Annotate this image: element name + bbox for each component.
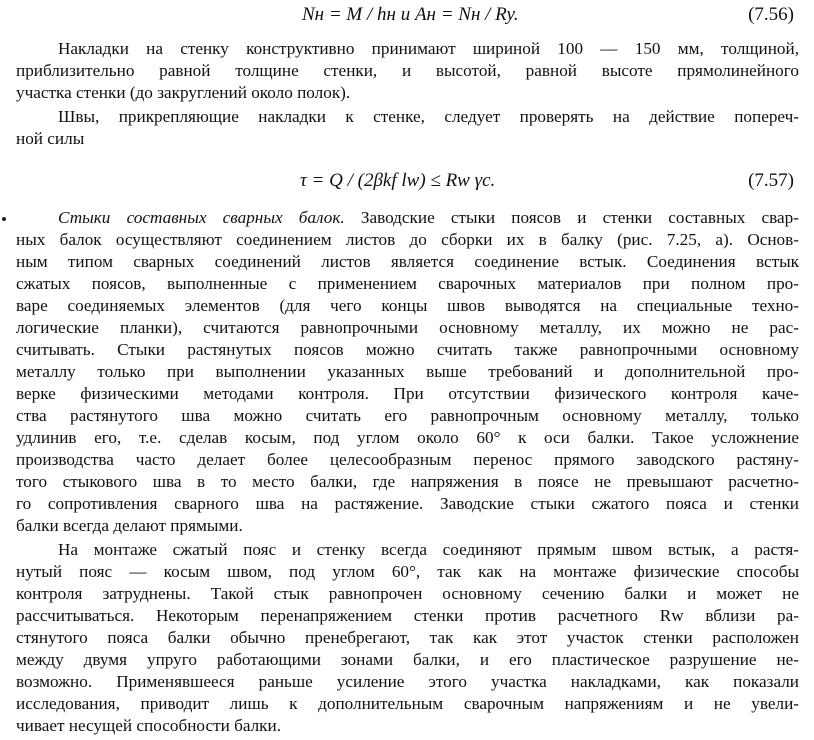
- text-line: чивает несущей способности балки.: [16, 716, 282, 735]
- paragraph-site-joints: [16, 539, 799, 737]
- paragraph-welded-girder-joints: [16, 207, 799, 537]
- text-line: логические планки), считаются равнопрочными основному металлу, их можно не рас-: [16, 318, 799, 337]
- formula-7-57: [0, 170, 814, 194]
- text-fragment: Заводские стыки поясов и стенки составных свар-: [344, 208, 799, 227]
- text-line: Накладки на стенку конструктивно принимают шириной 100 — 150 мм, толщиной,: [58, 39, 799, 58]
- text-line: стянутого пояса балки обычно пренебрегают, так как этот участок стенки расположен: [16, 628, 799, 647]
- text-line: того стыкового шва в то место балки, где напряжения в поясе не превышают расчетно-: [16, 472, 799, 491]
- text-line: варе соединяемых элементов (для чего концы швов выводятся на специальные техно-: [16, 296, 799, 315]
- text-line: ным типом сварных соединений листов является соединение встык. Соединения встык: [16, 252, 799, 271]
- formula-expression: Nн = M / hн и Aн = Nн / Ry.: [302, 4, 519, 25]
- equation-number: (7.57): [748, 170, 794, 191]
- paragraph-weld-check: [16, 106, 799, 150]
- text-line: го сопротивления сварного шва на растяжение. Заводские стыки сжатого пояса и стенки: [16, 494, 799, 513]
- text-line: На монтаже сжатый пояс и стенку всегда соединяют прямым швом встык, а растя-: [58, 540, 799, 559]
- formula-expression: τ = Q / (2βkf lw) ≤ Rw γc.: [300, 170, 496, 191]
- text-line: приблизительно равной толщине стенки, и высотой, равной высоте прямолинейного: [16, 61, 799, 80]
- text-line: металлу только при выполнении указанных выше требований и дополнительной про-: [16, 362, 799, 381]
- text-line: контроля затруднены. Такой стык равнопрочен основному сечению балки и может не: [16, 584, 799, 603]
- text-line: возможно. Применявшееся раньше усиление этого участка накладками, как показали: [16, 672, 799, 691]
- text-line: участка стенки (до закруглений около полок).: [16, 83, 351, 102]
- text-line: ных балок осуществляют соединением листов до сборки их в балку (рис. 7.25, а). Основ-: [16, 230, 799, 249]
- text-line: нутый пояс — косым швом, под углом 60°, так как на монтаже физические способы: [16, 562, 799, 581]
- text-line: [16, 207, 799, 229]
- text-line: между двумя упруго работающими зонами балки, и его пластическое разрушение не-: [16, 650, 799, 669]
- text-line: верке физическими методами контроля. При отсутствии физического контроля каче-: [16, 384, 799, 403]
- text-line: производства часто делает более целесообразным перенос прямого заводского растяну-: [16, 450, 799, 469]
- text-line: считывать. Стыки растянутых поясов можно считать также равнопрочными основному: [16, 340, 799, 359]
- margin-mark: [2, 217, 6, 221]
- equation-number: (7.56): [748, 4, 794, 25]
- text-line: Швы, прикрепляющие накладки к стенке, следует проверять на действие попереч-: [58, 107, 799, 126]
- section-heading: Стыки составных сварных балок.: [58, 208, 345, 227]
- paragraph-overlays: [16, 38, 799, 104]
- text-line: исследования, приводит лишь к дополнительным сварочным напряжениям и не увели-: [16, 694, 799, 713]
- text-line: балки всегда делают прямыми.: [16, 516, 243, 535]
- text-line: ства растянутого шва можно считать его равнопрочным основному металлу, только: [16, 406, 799, 425]
- text-line: удлинив его, т.е. сделав косым, под углом около 60° к оси балки. Такое усложнение: [16, 428, 799, 447]
- formula-7-56: [0, 4, 814, 28]
- text-line: ной силы: [16, 129, 85, 148]
- text-line: рассчитываться. Некоторым перенапряжением стенки против расчетного Rw вблизи ра-: [16, 606, 799, 625]
- text-line: сжатых поясов, выполненные с применением сварочных материалов при полном про-: [16, 274, 799, 293]
